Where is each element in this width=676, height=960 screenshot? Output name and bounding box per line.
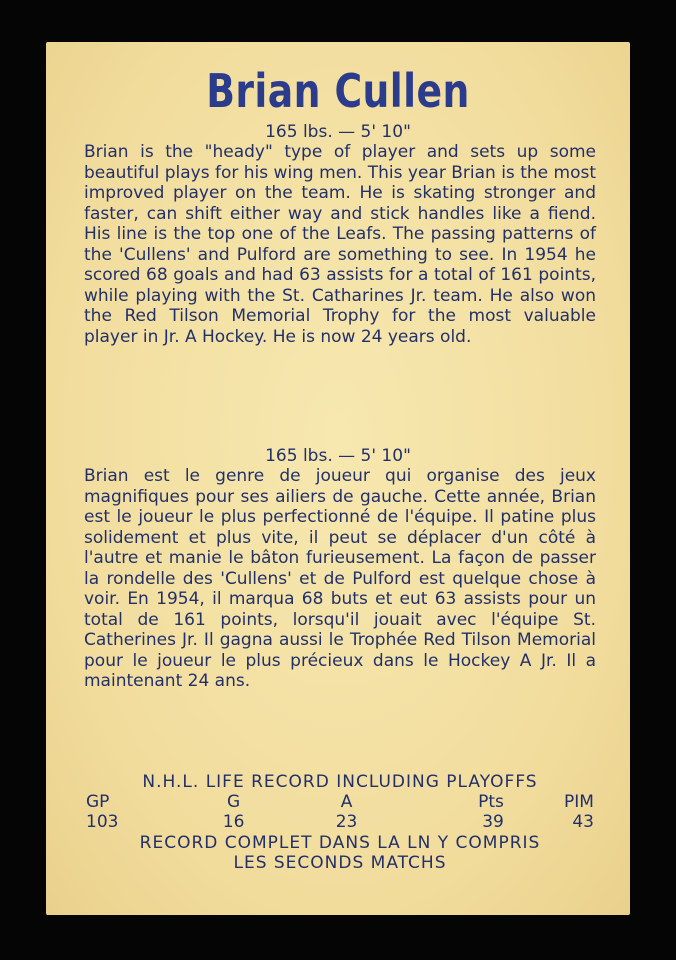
height-weight-english: 165 lbs. — 5' 10" — [265, 122, 411, 142]
stat-value-pts: 39 — [482, 812, 504, 832]
life-record-title: N.H.L. LIFE RECORD INCLUDING PLAYOFFS — [142, 772, 538, 792]
stat-value-pim: 43 — [572, 812, 594, 832]
stat-value-a: 23 — [335, 812, 358, 832]
stat-header-g: G — [227, 792, 241, 812]
bio-english: Brian is the "heady" type of player and sets up some beautiful plays for his wing men. This year Brian is the most improved player on the team. He is skating stronger and faster, can shift either way and stick handles like a fiend. His line is the top one of the Leafs. The passing patterns of the 'Cullens' and Pulford are something to see. In 1954 he scored 68 goals and had 63 assists for a total of 161 points, while playing with the St. Catharines Jr. team. He also won the Red Tilson Memorial Trophy for the most valuable player in Jr. A Hockey. He is now 24 years old. — [84, 142, 596, 347]
bio-french: Brian est le genre de joueur qui organise des jeux magnifiques pour ses ailiers de gauche. Cette année, Brian est le joueur le plus perfectionné de l'équipe. Il patine plus solidement et plus vite, il peut se déplacer d'un côté à l'autre et manie le bâton furieusement. La façon de passer la rondelle des 'Cullens' et de Pulford est quelque chose à voir. En 1954, il marqua 68 buts et eut 63 assists pour un total de 161 points, lorsqu'il jouait avec l'équipe St. Catherines Jr. Il gagna aussi le Trophée Red Tilson Memorial pour le joueur le plus précieux dans le Hockey A Jr. Il a maintenant 24 ans. — [84, 466, 596, 691]
stat-header-pim: PIM — [564, 792, 594, 812]
stat-header-pts: Pts — [478, 792, 504, 812]
stat-header-a: A — [340, 792, 353, 812]
stats-table — [86, 792, 594, 832]
stat-header-gp: GP — [86, 792, 110, 812]
trading-card-back — [46, 42, 630, 915]
stat-value-gp: 103 — [86, 812, 119, 832]
height-weight-french: 165 lbs. — 5' 10" — [265, 446, 411, 466]
record-french-line2: LES SECONDS MATCHS — [233, 853, 447, 873]
stat-value-g: 16 — [222, 812, 245, 832]
record-french-line1: RECORD COMPLET DANS LA LN Y COMPRIS — [139, 833, 541, 853]
player-name: Brian Cullen — [206, 64, 470, 118]
